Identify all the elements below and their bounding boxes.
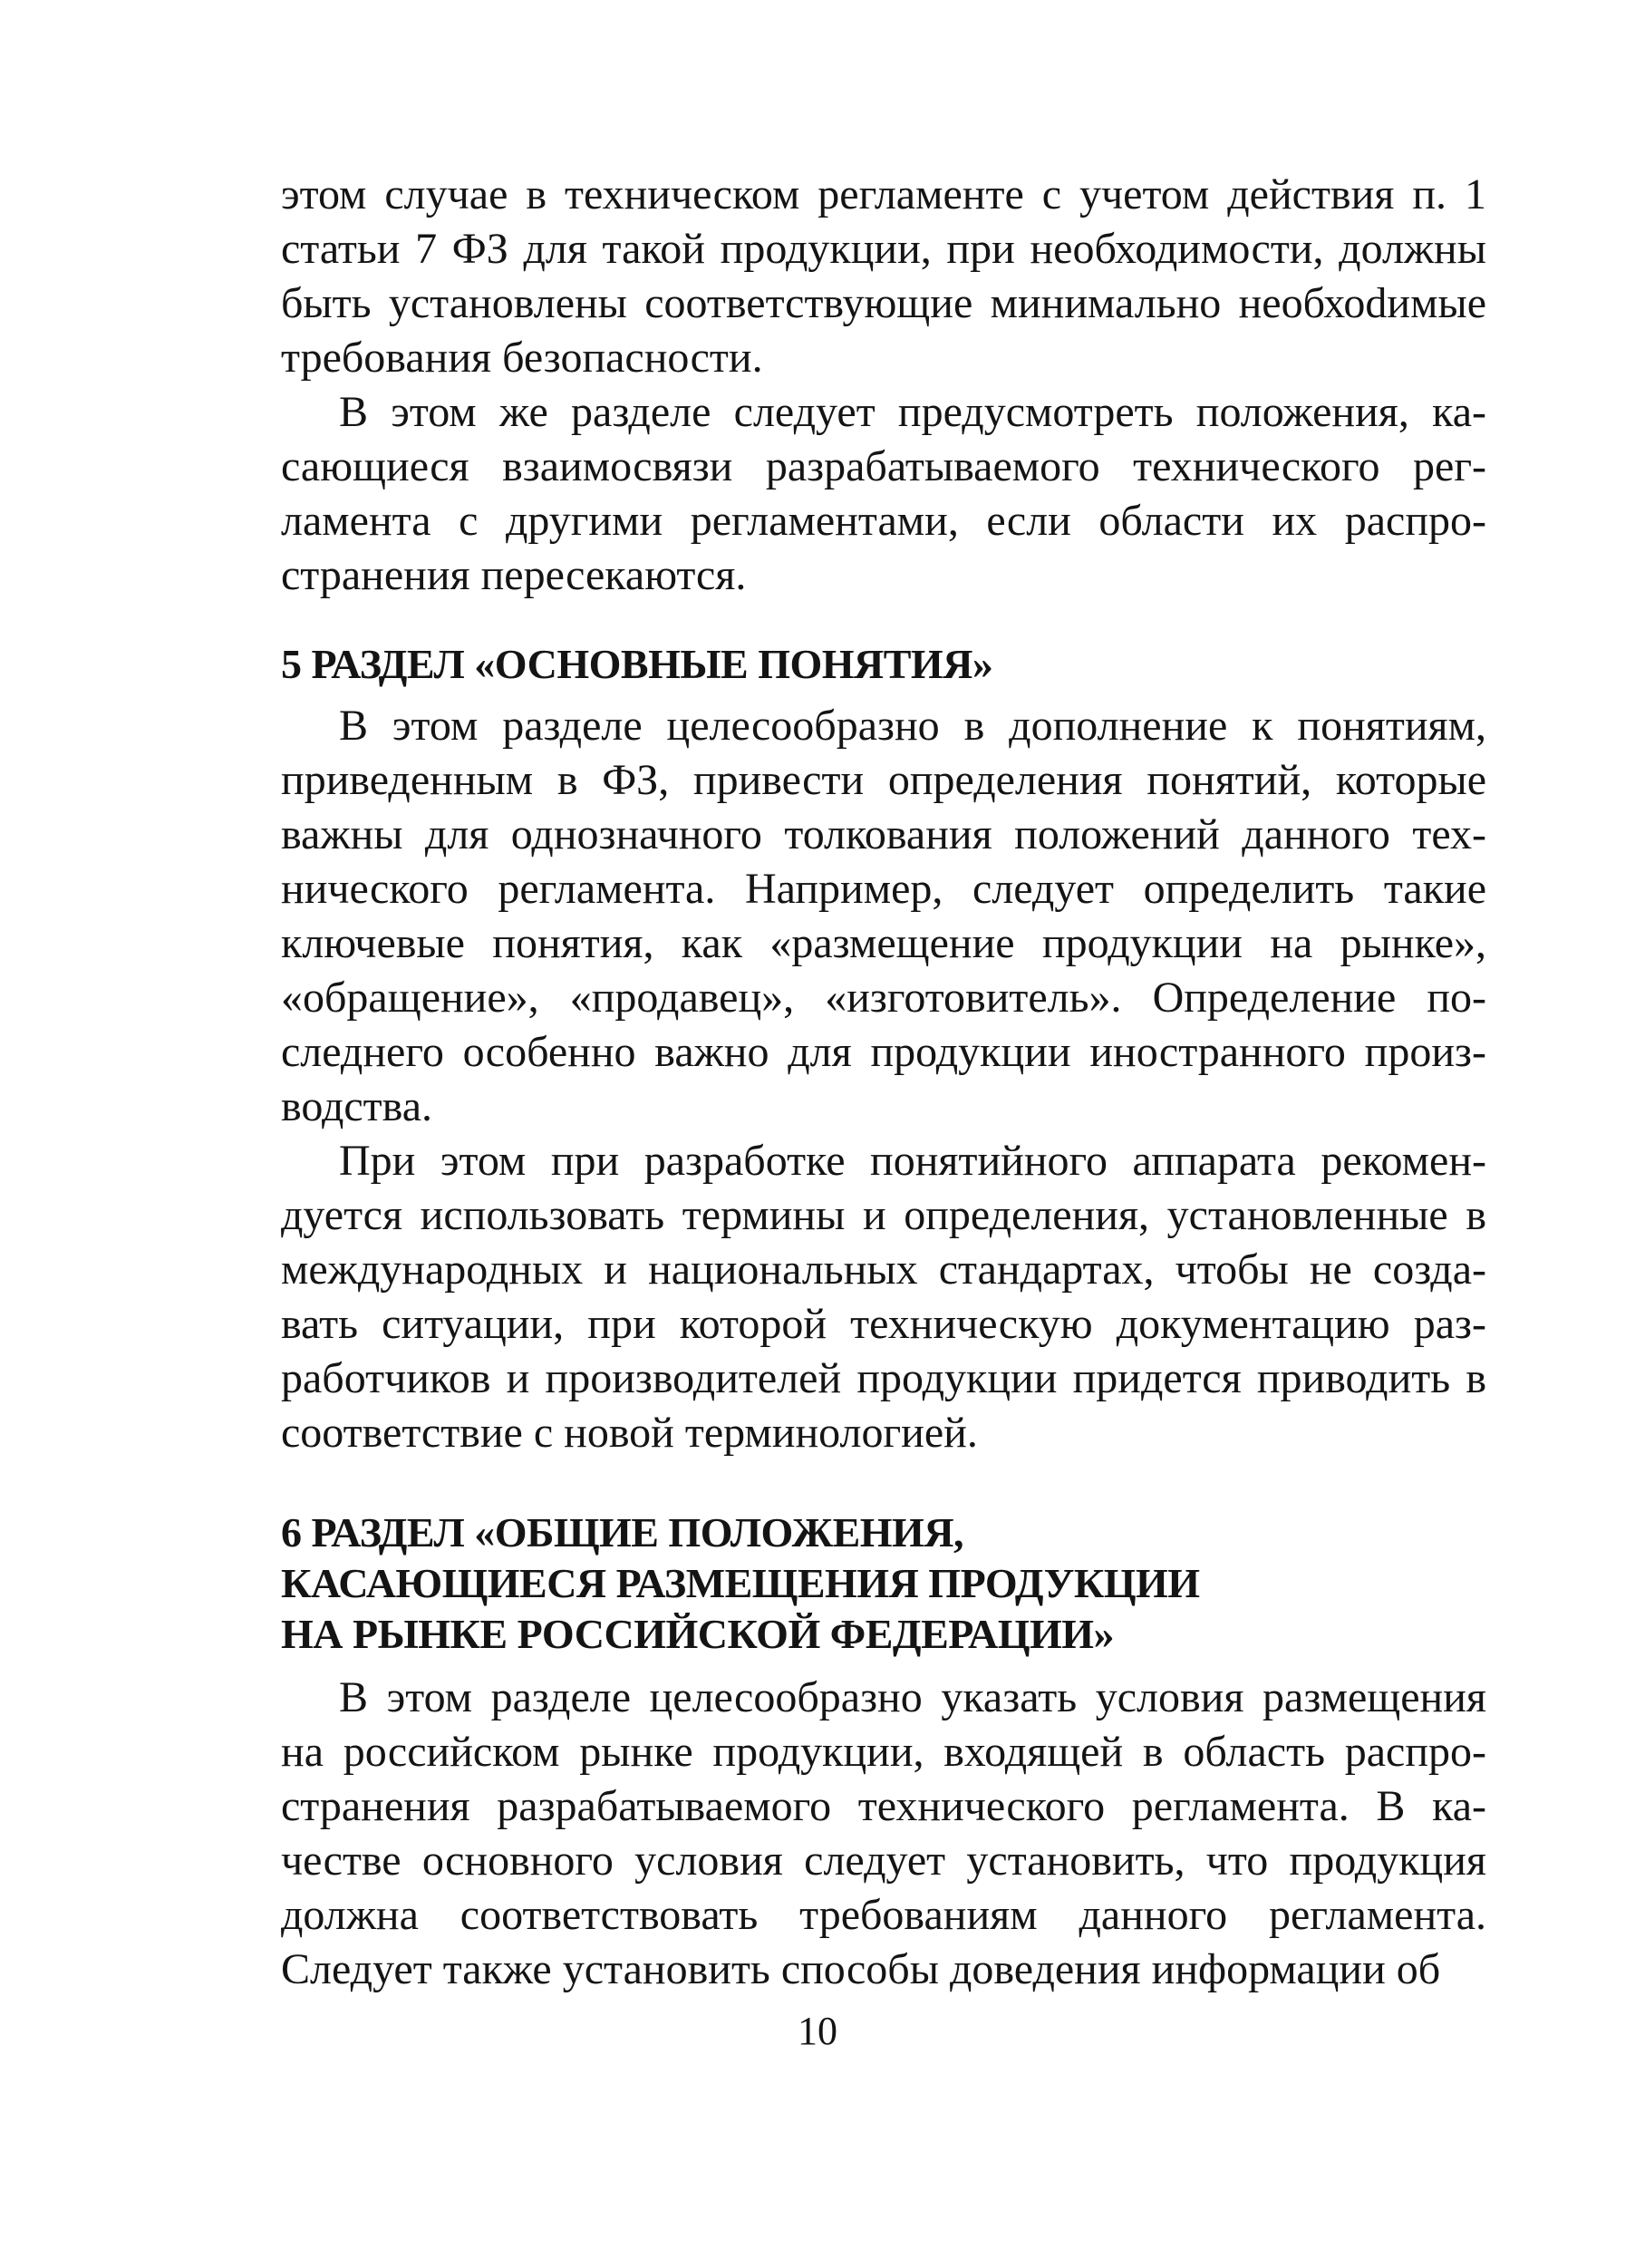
paragraph-interrelation: В этом же разделе следует предусмотреть положения, касающиеся взаимосвязи разрабатываемого технического регламента с другими регламентами, если области их распространения пересекаются. <box>281 388 1486 599</box>
document-page <box>281 168 1486 1997</box>
section-6-heading-line-1: 6 РАЗДЕЛ «ОБЩИЕ ПОЛОЖЕНИЯ, <box>281 1509 964 1556</box>
section-6-heading <box>281 1507 1486 1660</box>
section-6-heading-line-3: НА РЫНКЕ РОССИЙСКОЙ ФЕДЕРАЦИИ» <box>281 1611 1115 1657</box>
section-6-heading-line-2: КАСАЮЩИЕСЯ РАЗМЕЩЕНИЯ ПРОДУКЦИИ <box>281 1560 1200 1606</box>
section-5-heading: 5 РАЗДЕЛ «ОСНОВНЫЕ ПОНЯТИЯ» <box>281 641 993 687</box>
page-number: 10 <box>798 2009 837 2053</box>
paragraph-continued: этом случае в техническом регламенте с учетом действия п. 1 статьи 7 ФЗ для такой продукции, при необходимости, должны быть установлены соответствующие минимально необхоdимые требования безопасности. <box>281 170 1486 382</box>
section-6-paragraph-1: В этом разделе целесообразно указать условия размещения на российском рынке продукции, входящей в область распространения разрабатываемого технического регламента. В качестве основного условия следует установить, что продукция должна соответствовать требованиям данного регламента. Следует также установить способы доведения информации об <box>281 1673 1486 1993</box>
section-5-paragraph-1: В этом разделе целесообразно в дополнение к понятиям, приведенным в ФЗ, привести определения понятий, которые важны для однозначного толкования положений данного технического регламента. Например, следует определить такие ключевые понятия, как «размещение продукции на рынке», «обращение», «продавец», «изготовитель». Определение последнего особенно важно для продукции иностранного производства. <box>281 702 1486 1130</box>
section-5-paragraph-2: При этом при разработке понятийного аппарата рекомендуется использовать термины и определения, установленные в международных и национальных стандартах, чтобы не создавать ситуации, при которой техническую документацию разработчиков и производителей продукции придется приводить в соответствие с новой терминологией. <box>281 1137 1486 1457</box>
